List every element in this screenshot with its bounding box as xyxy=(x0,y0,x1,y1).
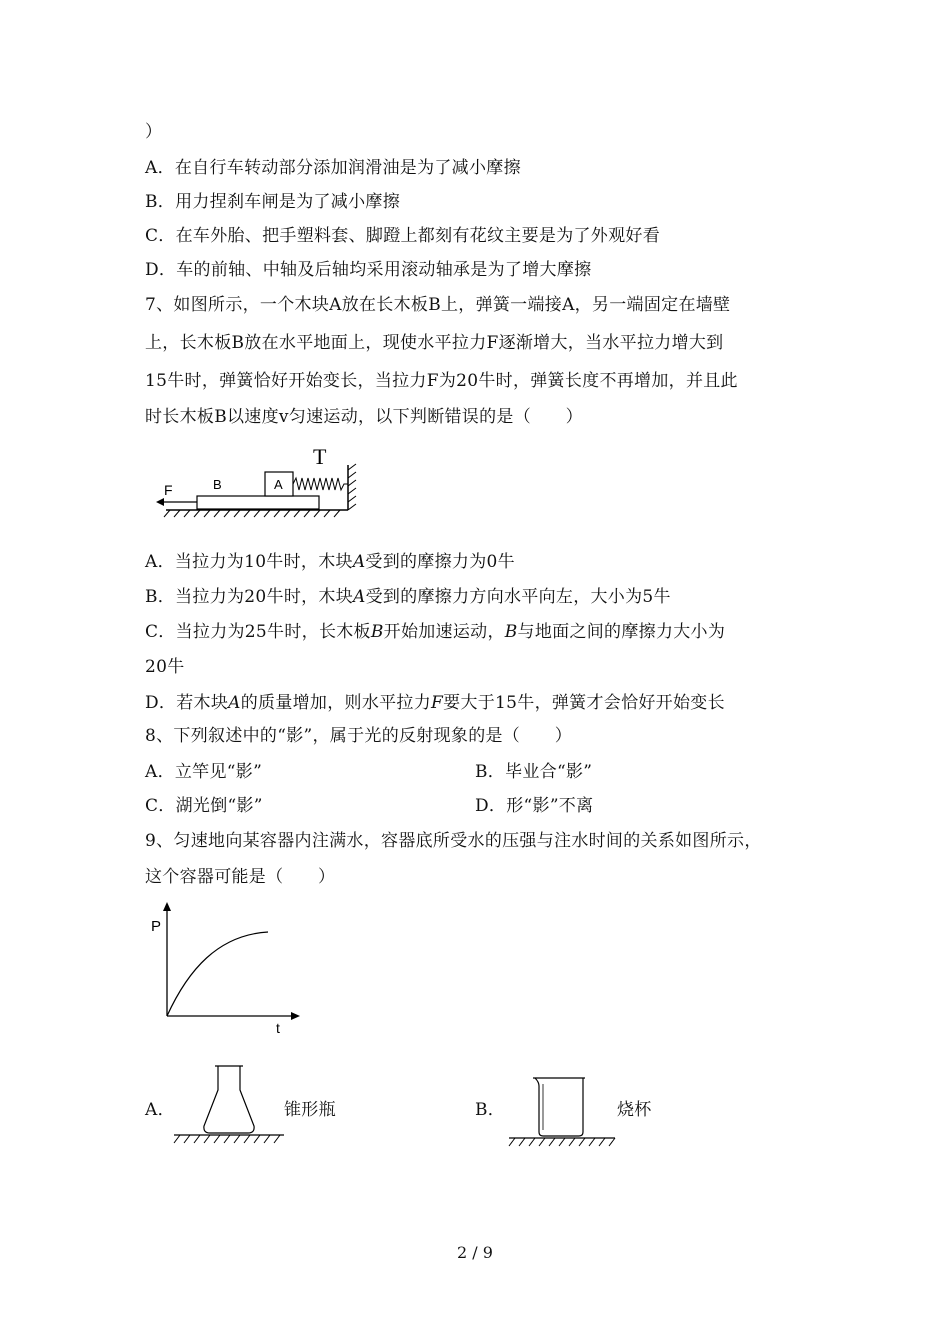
q7a-pre: A．当拉力为10牛时，木块 xyxy=(145,552,353,572)
q7c-var2: B xyxy=(504,622,518,642)
q7c-mid: 开始加速运动， xyxy=(383,622,505,642)
y-label: P xyxy=(151,918,162,935)
q9-option-b-name: 烧杯 xyxy=(617,1100,652,1120)
q7b-var: A xyxy=(353,587,366,607)
q7-option-c xyxy=(145,621,725,643)
q8-option-c: C．湖光倒“影” xyxy=(145,796,263,816)
q7a-post: 受到的摩擦力为0牛 xyxy=(365,552,515,572)
q7d-var2: F xyxy=(431,693,444,713)
x-label: t xyxy=(276,1020,280,1036)
q7c-post: 与地面之间的摩擦力大小为 xyxy=(517,622,726,642)
board-b xyxy=(197,496,319,509)
beaker-body xyxy=(535,1078,583,1136)
q9-option-a-letter: A． xyxy=(145,1100,175,1120)
q9-stem-line-2: 这个容器可能是（ ） xyxy=(145,867,336,887)
q8-option-b: B．毕业合“影” xyxy=(475,762,593,782)
q7d-mid: 的质量增加，则水平拉力 xyxy=(240,693,432,713)
label-b: B xyxy=(213,477,222,492)
q9-pressure-time-graph xyxy=(148,900,308,1035)
q7-option-b xyxy=(145,586,671,608)
label-f: F xyxy=(164,482,173,498)
q7b-pre: B．当拉力为20牛时，木块 xyxy=(145,587,354,607)
q7-option-a xyxy=(145,551,515,573)
q6-option-d: D．车的前轴、中轴及后轴均采用滚动轴承是为了增大摩擦 xyxy=(145,260,592,280)
q9-option-b-letter: B． xyxy=(475,1100,506,1120)
q8-option-d: D．形“影”不离 xyxy=(475,796,594,816)
q7c-pre: C．当拉力为25牛时，长木板 xyxy=(145,622,371,642)
q7-stem-line-2: 上，长木板B放在水平地面上，现使水平拉力F逐渐增大，当水平拉力增大到 xyxy=(145,333,724,353)
q9-stem-line-1: 9、匀速地向某容器内注满水，容器底所受水的压强与注水时间的关系如图所示， xyxy=(145,831,762,851)
q8-option-a: A．立竿见“影” xyxy=(145,762,263,782)
label-t: T xyxy=(313,444,327,469)
arrowhead xyxy=(156,498,164,506)
q7-stem-line-4: 时长木板B以速度v匀速运动，以下判断错误的是（ ） xyxy=(145,407,583,427)
spring xyxy=(293,478,348,490)
q7a-var: A xyxy=(352,552,366,572)
label-a: A xyxy=(274,477,283,492)
q7-stem-line-1: 7、如图所示，一个木块A放在长木板B上，弹簧一端接A，另一端固定在墙壁 xyxy=(145,295,731,315)
q7-stem-line-3: 15牛时，弹簧恰好开始变长，当拉力F为20牛时，弹簧长度不再增加，并且此 xyxy=(145,371,738,391)
q7c-var1: B xyxy=(370,622,384,642)
q7-spring-block-figure xyxy=(150,440,360,520)
q7d-var1: A xyxy=(228,693,241,713)
beaker-figure xyxy=(505,1070,620,1150)
pressure-curve xyxy=(167,932,268,1016)
flask-body xyxy=(204,1066,254,1133)
q7d-post: 要大于15牛，弹簧才会恰好开始变长 xyxy=(443,693,725,713)
page-number: 2 / 9 xyxy=(457,1243,493,1262)
q7d-pre: D．若木块 xyxy=(145,693,229,713)
y-axis-arrow xyxy=(163,902,171,911)
q7-option-d xyxy=(145,692,725,714)
q6-option-a: A．在自行车转动部分添加润滑油是为了减小摩擦 xyxy=(145,158,521,178)
q9-option-a-name: 锥形瓶 xyxy=(284,1100,336,1120)
q6-closing-paren: ） xyxy=(145,122,163,142)
conical-flask-figure xyxy=(170,1060,290,1150)
q6-option-c: C．在车外胎、把手塑料套、脚蹬上都刻有花纹主要是为了外观好看 xyxy=(145,226,661,246)
q8-stem: 8、下列叙述中的“影”，属于光的反射现象的是（ ） xyxy=(145,726,572,746)
q7b-post: 受到的摩擦力方向水平向左，大小为5牛 xyxy=(365,587,671,607)
q6-option-b: B．用力捏刹车闸是为了减小摩擦 xyxy=(145,192,400,212)
q7-option-c-continued: 20牛 xyxy=(145,657,185,677)
x-axis-arrow xyxy=(291,1012,300,1020)
